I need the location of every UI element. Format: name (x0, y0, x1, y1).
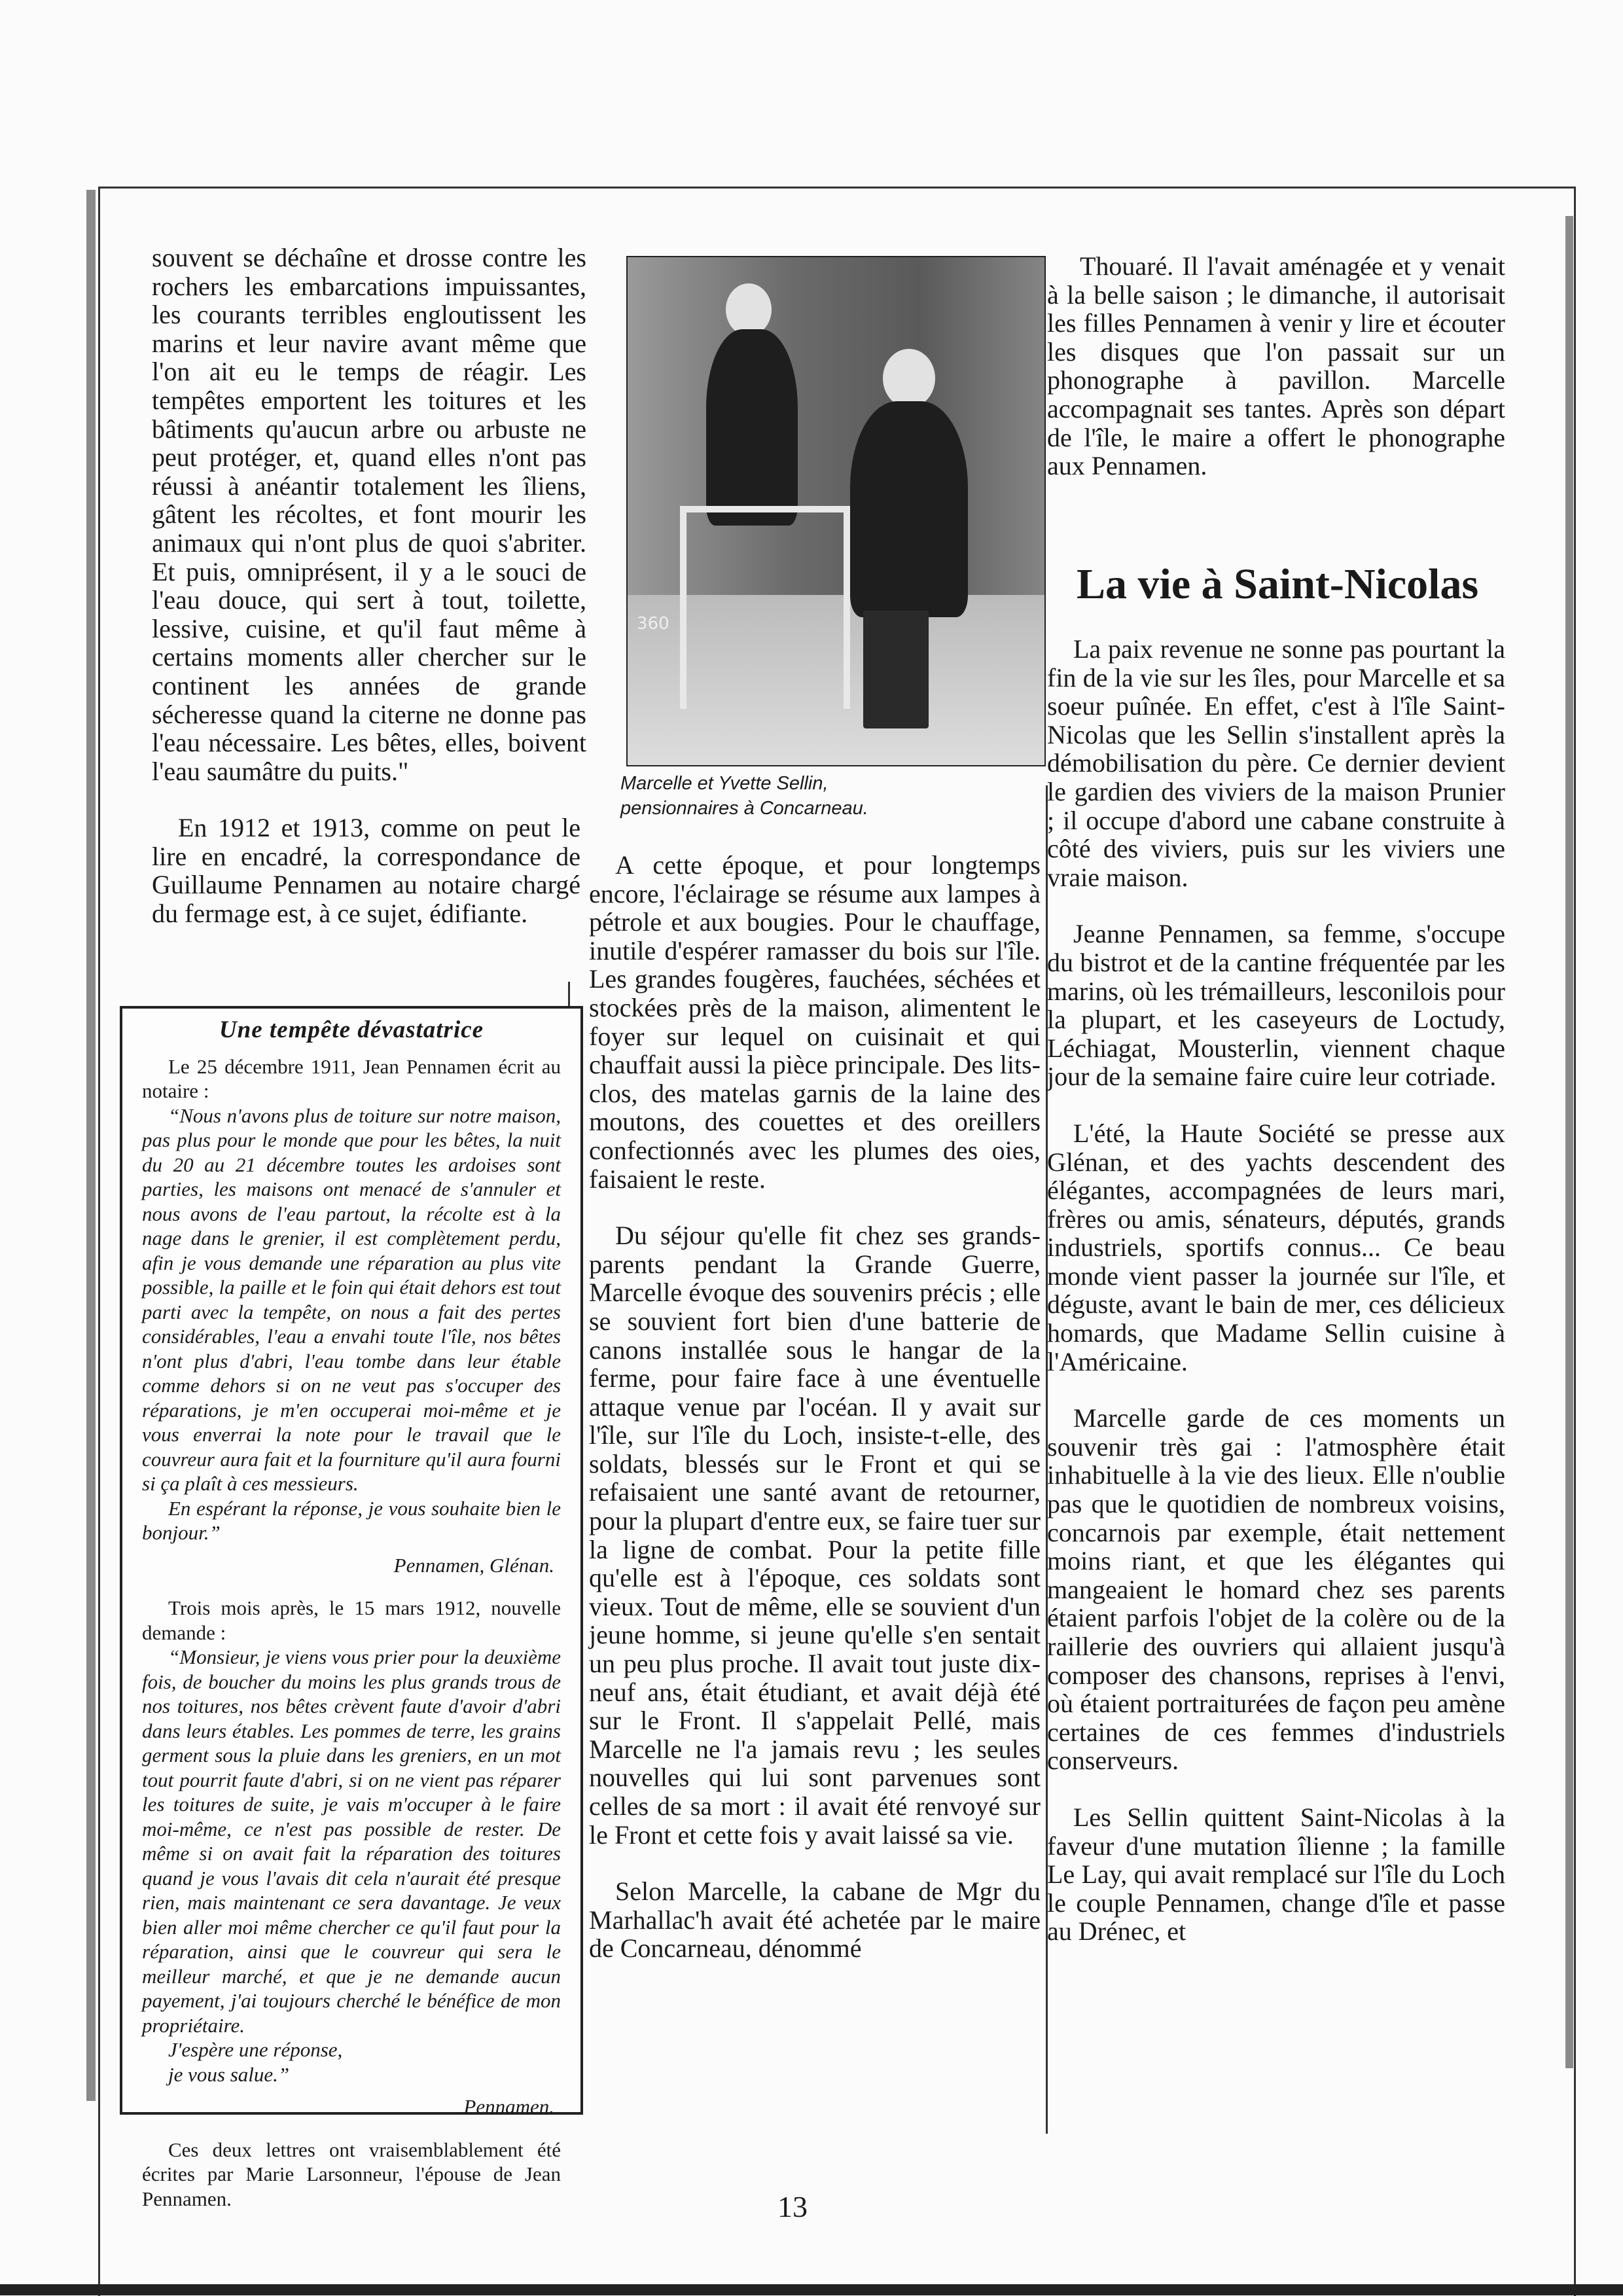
column-3 (1047, 252, 1505, 509)
signature: Pennamen. (463, 2095, 554, 2118)
paragraph: Jeanne Pennamen, sa femme, s'occupe du bistrot et de la cantine fréquentée par les marins, où les trémailleurs, lesconilois pour la plupart, et les caseyeurs de Loctudy, Léchiagat, Mousterlin, viennent chaque jour de la semaine faire cuire leur cotriade. (1047, 919, 1505, 1092)
column-1 (152, 243, 586, 956)
paragraph: Thouaré. Il l'avait aménagée et y venait à la belle saison ; le dimanche, il autorisait les filles Pennamen à venir y lire et écouter les disques que l'on passait sur un phonographe à pavillon. Marcelle accompagnait ses tantes. Après son départ de l'île, le maire a offert le phonographe aux Pennamen. (1047, 251, 1505, 481)
letter-closing: En espérant la réponse, je vous souhaite bien le bonjour.” (142, 1496, 561, 1544)
scan-edge (0, 2284, 1623, 2295)
column-2 (589, 851, 1041, 1991)
right-margin-bar (1565, 216, 1573, 2068)
paragraph: La paix revenue ne sonne pas pourtant la fin de la vie sur les îles, pour Marcelle et sa soeur puînée. En effet, c'est à l'île Saint-Nicolas que les Sellin s'installent après la démobilisation du père. Ce dernier devient le gardien des viviers de la maison Prunier ; il occupe d'abord une cabane construite à côté des viviers, puis sur les viviers une vraie maison. (1047, 634, 1505, 892)
section-heading: La vie à Saint-Nicolas (1077, 560, 1479, 608)
signature: Pennamen, Glénan. (393, 1553, 554, 1577)
paragraph: A cette époque, et pour longtemps encore, l'éclairage se résume aux lampes à pétrole et aux bougies. Pour le chauffage, inutile d'espérer ramasser du bois sur l'île. Les grandes fougères, fauchées, séchées et stockées près de la maison, alimentent le foyer sur lequel on cuisinait et qui chauffait aussi la pièce principale. Des lits-clos, des matelas garnis de la laine des moutons, des couettes et des oreillers confectionnés avec les plumes des oies, faisaient le reste. (589, 850, 1041, 1194)
photo-two-girls (626, 256, 1046, 766)
letter-closing: J'espère une réponse, (168, 2038, 343, 2061)
photo-caption (620, 771, 1052, 821)
box-intro: Le 25 décembre 1911, Jean Pennamen écrit au notaire : (142, 1054, 561, 1102)
paragraph: Marcelle garde de ces moments un souvenir très gai : l'atmosphère était inhabituelle à la vie des lieux. Elle n'oublie pas que le quotidien de nombreux voisins, concarnois par exemple, était nettement moins riant, et que les élégantes qui mangeaient le homard chez ses parents étaient parfois l'objet de la colère ou de la raillerie des ouvriers qui allaient jusqu'à composer des chansons, reprises à l'envi, où étaient portraiturées de façon peu amène certaines de ces femmes d'industriels conserveurs. (1047, 1403, 1505, 1776)
letter-text: “Monsieur, je viens vous prier pour la deuxième fois, de boucher du moins les plus grands trous de nos toitures, nos bêtes crèvent faute d'avoir d'abri dans leurs étables. Les pommes de terre, les grains germent sous la pluie dans les greniers, en un mot tout pourrit faute d'abri, si on ne vient pas réparer les toitures de suite, je vais m'occuper à le faire moi-même, ce n'est pas possible de rester. De même si on avait fait la réparation des toitures quand je vous l'avais dit cela n'aurait été presque rien, mais maintenant ce sera davantage. Je veux bien aller moi même chercher ce qu'il faut pour la réparation, ainsi que le couvreur qui sera le meilleur marché, et que je ne demande aucun payement, j'ai toujours cherché le bénéfice de mon propriétaire. (142, 1645, 561, 2037)
photo-chair (680, 506, 850, 709)
photo-number: 360 (637, 614, 669, 634)
box-intro: Trois mois après, le 15 mars 1912, nouvelle demande : (142, 1596, 561, 1644)
paragraph: Les Sellin quittent Saint-Nicolas à la faveur d'une mutation îlienne ; la famille Le Lay, qui avait remplacé sur l'île du Loch le couple Pennamen, change d'île et passe au Drénec, et (1047, 1802, 1505, 1946)
column-3-section (1047, 635, 1505, 1974)
left-margin-bar (86, 190, 96, 2101)
letter-text: “Nous n'avons plus de toiture sur notre maison, pas plus pour le monde que pour les bêtes, la nuit du 20 au 21 décembre toutes les ardoises sont parties, les maisons ont menacé de s'annuler et nous avons de l'eau partout, la récolte est à la nage dans le grenier, il est complètement perdu, afin je vous demande une réparation au plus vite possible, la paille et le foin qui était dehors est tout parti avec la tempête, on nous a fait des pertes considérables, l'eau a envahi toute l'île, nos bêtes n'ont plus d'abri, l'eau tombe dans leur étable comme dehors si on ne veut pas s'occuper des réparations, je m'en occuperai moi-même et je vous enverrai la note pour le travail que le couvreur aura fait et la fourniture qu'il aura fourni si ça plaît à ces messieurs. (142, 1103, 561, 1495)
box-title: Une tempête dévastatrice (219, 1016, 484, 1043)
paragraph: En 1912 et 1913, comme on peut le lire en encadré, la correspondance de Guillaume Pennamen au notaire chargé du fermage est, à ce sujet, édifiante. (152, 813, 580, 929)
photo-figure (863, 611, 929, 728)
caption-line: Marcelle et Yvette Sellin, (620, 773, 829, 794)
paragraph: Selon Marcelle, la cabane de Mgr du Marhallac'h avait été achetée par le maire de Concarneau, dénommé (589, 1876, 1041, 1964)
paragraph: Du séjour qu'elle fit chez ses grands-parents pendant la Grande Guerre, Marcelle évoque des souvenirs précis ; elle se souvient fort bien d'une batterie de canons installée sous le hangar de la ferme, pour faire face à une éventuelle attaque venue par l'océan. Il y avait sur l'île, sur l'île du Loch, insiste-t-elle, des soldats, blessés sur le Front et qui se refaisaient une santé avant de retourner, pour la plupart d'entre eux, se faire tuer sur la ligne de combat. Pour la petite fille qu'elle est à l'époque, ces soldats sont vieux. Tout de même, elle se souvient d'un jeune homme, si jeune qu'elle s'en sentait un peu plus proche. Il avait tout juste dix-neuf ans, était étudiant, et avait déjà été sur le Front. Il s'appelait Pellé, mais Marcelle ne l'a jamais revu ; les seules nouvelles qui lui sont parvenues sont celles de sa mort : il avait été renvoyé sur le Front et cette fois y avait laissé sa vie. (589, 1221, 1041, 1850)
paragraph: souvent se déchaîne et drosse contre les rochers les embarcations impuissantes, les courants terribles engloutissent les marins et leur navire avant même que l'on ait eu le temps de réagir. Les tempêtes emportent les toitures et les bâtiments qu'aucun arbre ou arbuste ne peut protéger, et, quand elles n'ont pas réussi à anéantir totalement les îliens, gâtent les récoltes, et font mourir les animaux qui n'ont plus de quoi s'abriter. Et puis, omniprésent, il y a le souci de l'eau douce, qui sert à tout, toilette, lessive, cuisine, et qu'il faut même à certains moments aller chercher sur le continent les années de grande sécheresse quand la citerne ne donne pas l'eau nécessaire. Les bêtes, elles, boivent l'eau saumâtre du puits." (152, 243, 586, 786)
photo-figure (883, 349, 935, 408)
photo-figure (726, 283, 772, 336)
sidebar-box (120, 1006, 583, 2210)
photo-figure (850, 401, 968, 617)
caption-line: pensionnaires à Concarneau. (620, 798, 868, 819)
photo-figure (706, 329, 798, 526)
page-number: 13 (777, 2190, 808, 2223)
letter-closing: je vous salue.” (168, 2062, 290, 2086)
paragraph: L'été, la Haute Société se presse aux Glénan, et des yachts descendent des élégantes, accompagnées de leurs mari, frères ou amis, sénateurs, députés, grands industriels, sportifs connus... Ce beau monde vient passer la journée sur l'île, et déguste, avant le bain de mer, ces délicieux homards, que Madame Sellin cuisine à l'Américaine. (1047, 1118, 1505, 1376)
box-note: Ces deux lettres ont vraisemblablement été écrites par Marie Larsonneur, l'épouse de Jean Pennamen. (142, 2138, 561, 2210)
